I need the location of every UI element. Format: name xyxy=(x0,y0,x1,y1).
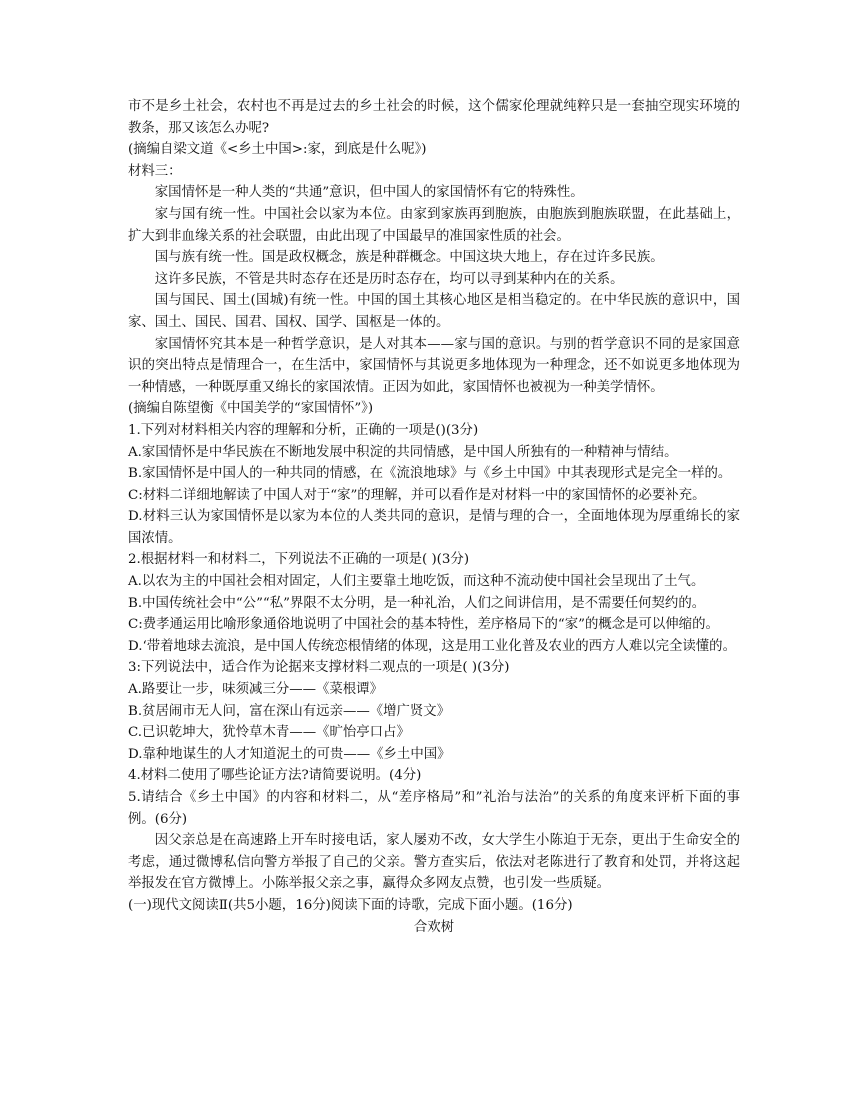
paragraph: 国与族有统一性。国是政权概念，族是种群概念。中国这块大地上，存在过许多民族。 xyxy=(154,250,664,266)
paragraph: C:材料二详细地解读了中国人对于“家”的理解，并可以看作是对材料一中的家国情怀的必要补充。 xyxy=(128,487,706,503)
paragraph: 4.材料二使用了哪些论证方法?请简要说明。(4分) xyxy=(128,768,422,784)
paragraph: 因父亲总是在高速路上开车时接电话，家人屡劝不改，女大学生小陈迫于无奈，更出于生命安全的考虑，通过微博私信向警方举报了自己的父亲。警方查实后，依法对老陈进行了教育和处罚，并将这起举报发在官方微博上。小陈举报父亲之事，赢得众多网友点赞，也引发一些质疑。 xyxy=(128,833,740,892)
document-page xyxy=(128,96,740,938)
paragraph: 5.请结合《乡土中国》的内容和材料二，从“差序格局”和”礼治与法治”的关系的角度来评析下面的事例。(6分) xyxy=(128,790,740,827)
paragraph: B.贫居闹市无人问，富在深山有远亲——《增广贤文》 xyxy=(128,703,451,719)
paragraph: 家与国有统一性。中国社会以家为本位。由家到家族再到胞族，由胞族到胞族联盟，在此基础上，扩大到非血缘关系的社会联盟，由此出现了中国最早的准国家性质的社会。 xyxy=(128,206,740,244)
document-body xyxy=(128,96,740,917)
paragraph: 这许多民族，不管是共时态存在还是历时态存在，均可以寻到某种内在的关系。 xyxy=(154,271,624,287)
paragraph: B.中国传统社会中“公”“私”界限不太分明，是一种礼治，人们之间讲信用，是不需要任何契约的。 xyxy=(128,595,706,611)
paragraph: 市不是乡土社会，农村也不再是过去的乡土社会的时候，这个儒家伦理就纯粹只是一套抽空现实环境的教条，那又该怎么办呢? xyxy=(128,99,740,136)
paragraph: A.家国情怀是中华民族在不断地发展中积淀的共同情感，是中国人所独有的一种精神与情结。 xyxy=(128,444,678,460)
paragraph: 材料三： xyxy=(128,163,182,179)
poem-title: 合欢树 xyxy=(413,919,455,935)
paragraph: (一)现代文阅读Ⅱ(共5小题，16分)阅读下面的诗歌，完成下面小题。(16分) xyxy=(128,897,573,913)
paragraph: 家国情怀是一种人类的“共通”意识，但中国人的家国情怀有它的特殊性。 xyxy=(154,185,584,201)
paragraph: A.路要让一步，味须减三分——《菜根谭》 xyxy=(128,682,383,698)
paragraph: 国与国民、国土(国城)有统一性。中国的国土其核心地区是相当稳定的。在中华民族的意识中，国家、国土、国民、国君、国权、国学、国枢是一体的。 xyxy=(128,293,740,330)
paragraph: B.家国情怀是中国人的一种共同的情感，在《流浪地球》与《乡土中国》中其表现形式是完全一样的。 xyxy=(128,466,732,482)
paragraph: (摘编自陈望衡《中国美学的“家国情怀”》) xyxy=(128,401,374,417)
paragraph: C.已识乾坤大，犹怜草木青——《旷怡亭口占》 xyxy=(128,725,410,741)
paragraph: 2.根据材料一和材料二，下列说法不正确的一项是( )(3分) xyxy=(128,552,470,568)
paragraph: A.以农为主的中国社会相对固定，人们主要靠土地吃饭，而这种不流动使中国社会呈现出了土气。 xyxy=(128,574,705,590)
paragraph: 3:下列说法中，适合作为论据来支撑材料二观点的一项是( )(3分) xyxy=(128,660,510,676)
paragraph: (摘编自梁文道《<乡土中国>:家，到底是什么呢》) xyxy=(128,142,427,158)
paragraph: C:费孝通运用比喻形象通俗地说明了中国社会的基本特性，差序格局下的“家”的概念是可以伸缩的。 xyxy=(128,617,719,633)
paragraph: D.靠种地谋生的人才知道泥土的可贵——《乡土中国》 xyxy=(128,746,451,762)
paragraph: 1.下列对材料相关内容的理解和分析，正确的一项是()(3分) xyxy=(128,422,479,438)
paragraph: 家国情怀究其本是一种哲学意识，是人对其本——家与国的意识。与别的哲学意识不同的是家国意识的突出特点是情理合一，在生活中，家国情怀与其说更多地体现为一种理念，还不如说更多地体现为一种情感，一种既厚重又绵长的家国浓情。正因为如此，家国情怀也被视为一种美学情怀。 xyxy=(128,336,740,395)
paragraph: D.材料三认为家国情怀是以家为本位的人类共同的意识，是情与理的合一，全面地体现为厚重绵长的家国浓情。 xyxy=(128,509,740,546)
paragraph: D.‘带着地球去流浪，是中国人传统恋根情绪的体现，这是用工业化普及农业的西方人难以完全读懂的。 xyxy=(128,638,736,654)
